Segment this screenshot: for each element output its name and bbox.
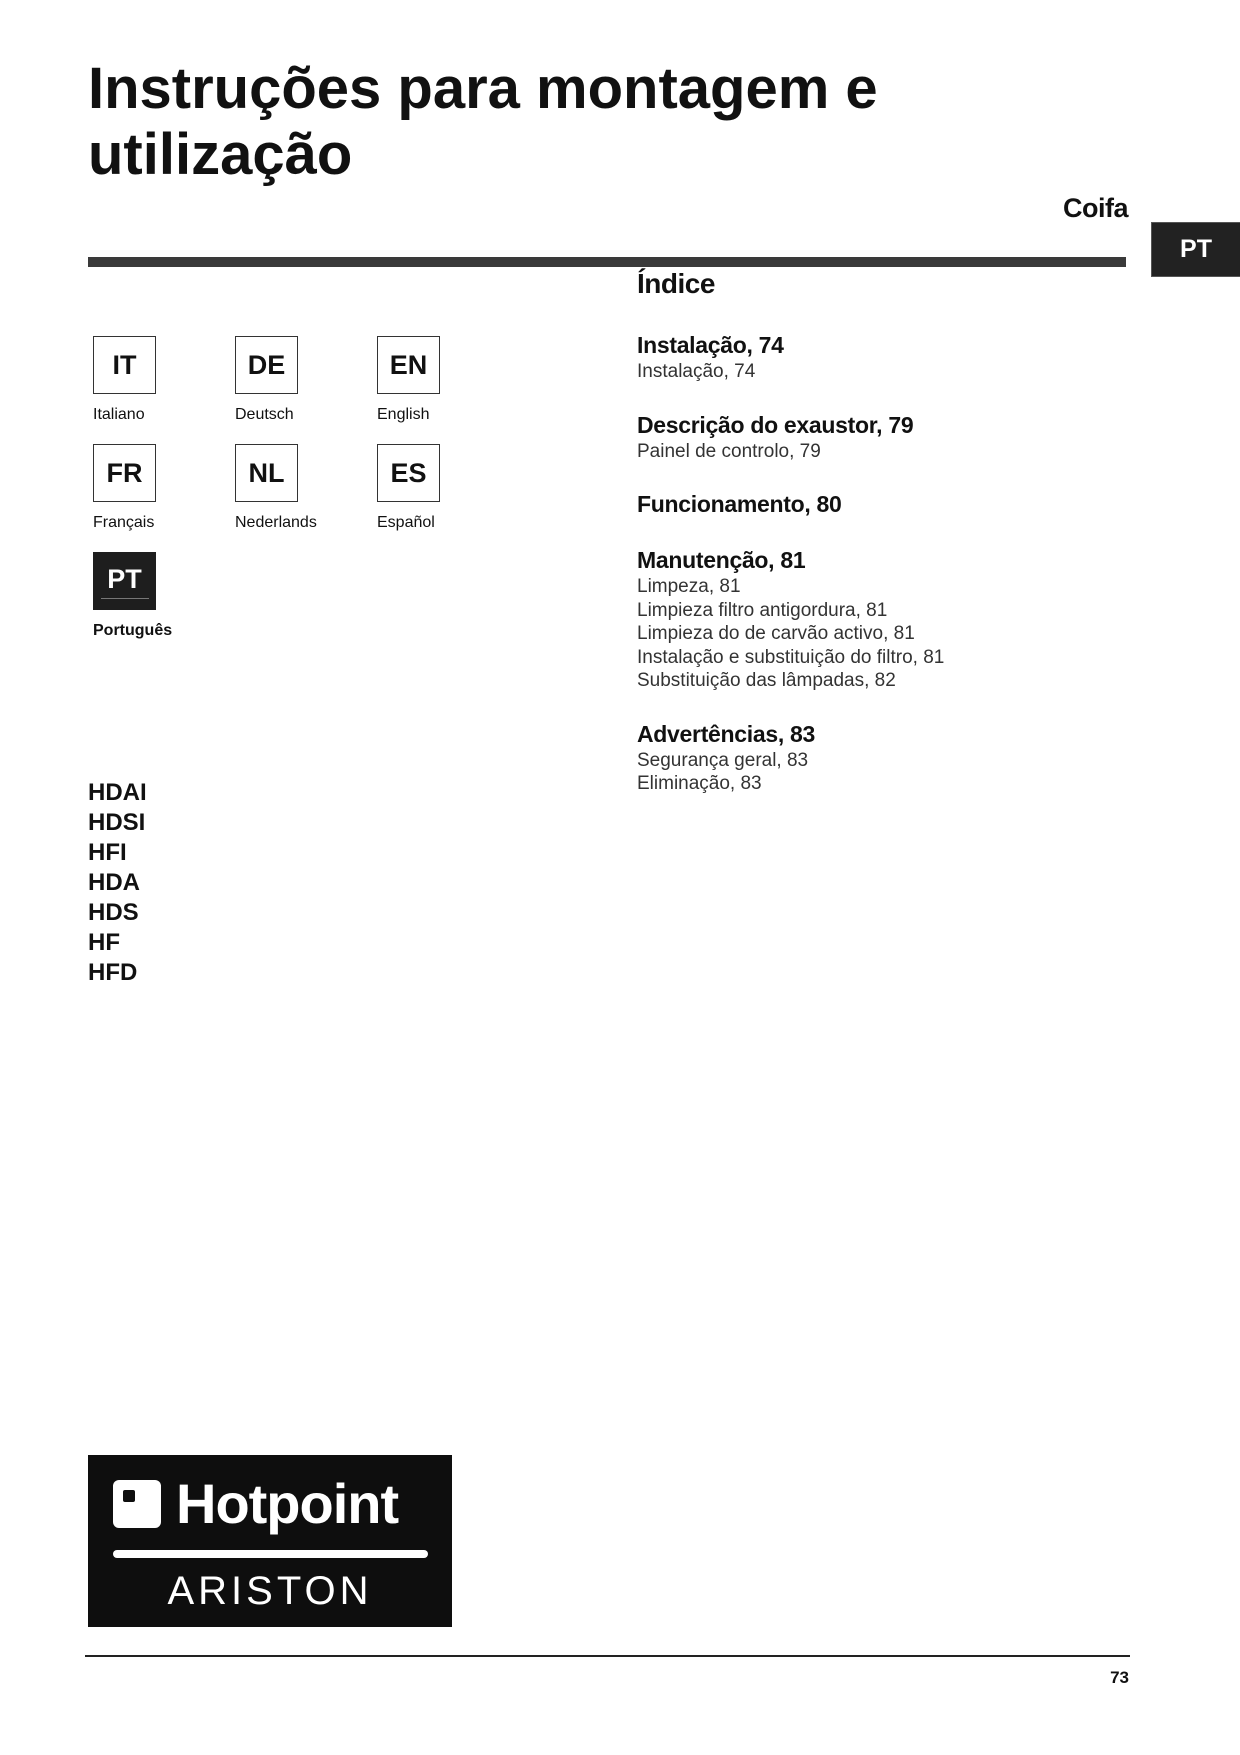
- toc-item: Limpieza filtro antigordura, 81: [637, 599, 888, 621]
- header-divider: [88, 257, 1126, 267]
- language-label: Italiano: [93, 406, 145, 423]
- toc-section: [637, 410, 1117, 464]
- language-item-pt: [93, 552, 235, 640]
- language-label: Deutsch: [235, 406, 294, 423]
- model-name: HDS: [88, 899, 139, 926]
- language-tab: PT: [1151, 222, 1240, 277]
- toc-title: Índice: [637, 268, 715, 299]
- page-number: 73: [1110, 1668, 1129, 1687]
- toc-section: [637, 719, 1117, 796]
- model-name: HDSI: [88, 809, 146, 836]
- toc-item: Limpeza, 81: [637, 576, 741, 597]
- language-grid: [93, 336, 523, 640]
- toc-section-title: Funcionamento, 80: [637, 491, 842, 517]
- language-item-es: [377, 444, 519, 532]
- toc-section-title: Manutenção, 81: [637, 547, 806, 573]
- language-code-box-active: [93, 552, 156, 610]
- language-code: PT: [107, 563, 142, 594]
- table-of-contents: [637, 268, 1117, 822]
- language-label: Español: [377, 514, 435, 531]
- footer-divider: [85, 1655, 1130, 1657]
- language-label: Nederlands: [235, 514, 317, 531]
- code-underline: [101, 598, 149, 599]
- model-list: [88, 778, 147, 988]
- toc-section: [637, 330, 1117, 384]
- logo-square-icon: [113, 1480, 161, 1528]
- logo-brand-line2: ARISTON: [167, 1569, 373, 1613]
- toc-section: [637, 489, 1117, 519]
- toc-item: Limpieza do de carvão activo, 81: [637, 623, 915, 644]
- toc-item: Instalação e substituição do filtro, 81: [637, 646, 945, 668]
- toc-item: Substituição das lâmpadas, 82: [637, 670, 896, 691]
- model-name: HDAI: [88, 779, 147, 806]
- model-name: HFI: [88, 839, 127, 866]
- toc-item: Instalação, 74: [637, 361, 756, 382]
- brand-logo: [88, 1455, 452, 1627]
- language-code-box: IT: [93, 336, 156, 394]
- toc-section-title: Advertências, 83: [637, 720, 816, 747]
- language-item-en: [377, 336, 519, 424]
- language-code-box: ES: [377, 444, 440, 502]
- logo-divider: [113, 1550, 428, 1558]
- language-item-de: [235, 336, 377, 424]
- language-item-nl: [235, 444, 377, 532]
- model-name: HFD: [88, 959, 138, 986]
- model-name: HF: [88, 929, 120, 956]
- model-name: HDA: [88, 869, 140, 896]
- toc-section-title: Instalação, 74: [637, 332, 784, 358]
- page-title: Instruções para montagem e utilização: [88, 56, 878, 187]
- logo-brand-line1: Hotpoint: [176, 1472, 399, 1535]
- toc-section: [637, 545, 1117, 693]
- language-item-it: [93, 336, 235, 424]
- toc-item: Eliminação, 83: [637, 773, 762, 794]
- language-item-fr: [93, 444, 235, 532]
- language-code-box: NL: [235, 444, 298, 502]
- product-type: Coifa: [1063, 193, 1128, 223]
- language-code-box: FR: [93, 444, 156, 502]
- toc-item: Segurança geral, 83: [637, 749, 809, 771]
- language-label: English: [377, 406, 430, 423]
- language-label-active: Português: [93, 622, 173, 639]
- toc-section-title: Descrição do exaustor, 79: [637, 411, 914, 438]
- toc-item: Painel de controlo, 79: [637, 440, 821, 462]
- language-code-box: EN: [377, 336, 440, 394]
- language-label: Français: [93, 514, 155, 531]
- language-code-box: DE: [235, 336, 298, 394]
